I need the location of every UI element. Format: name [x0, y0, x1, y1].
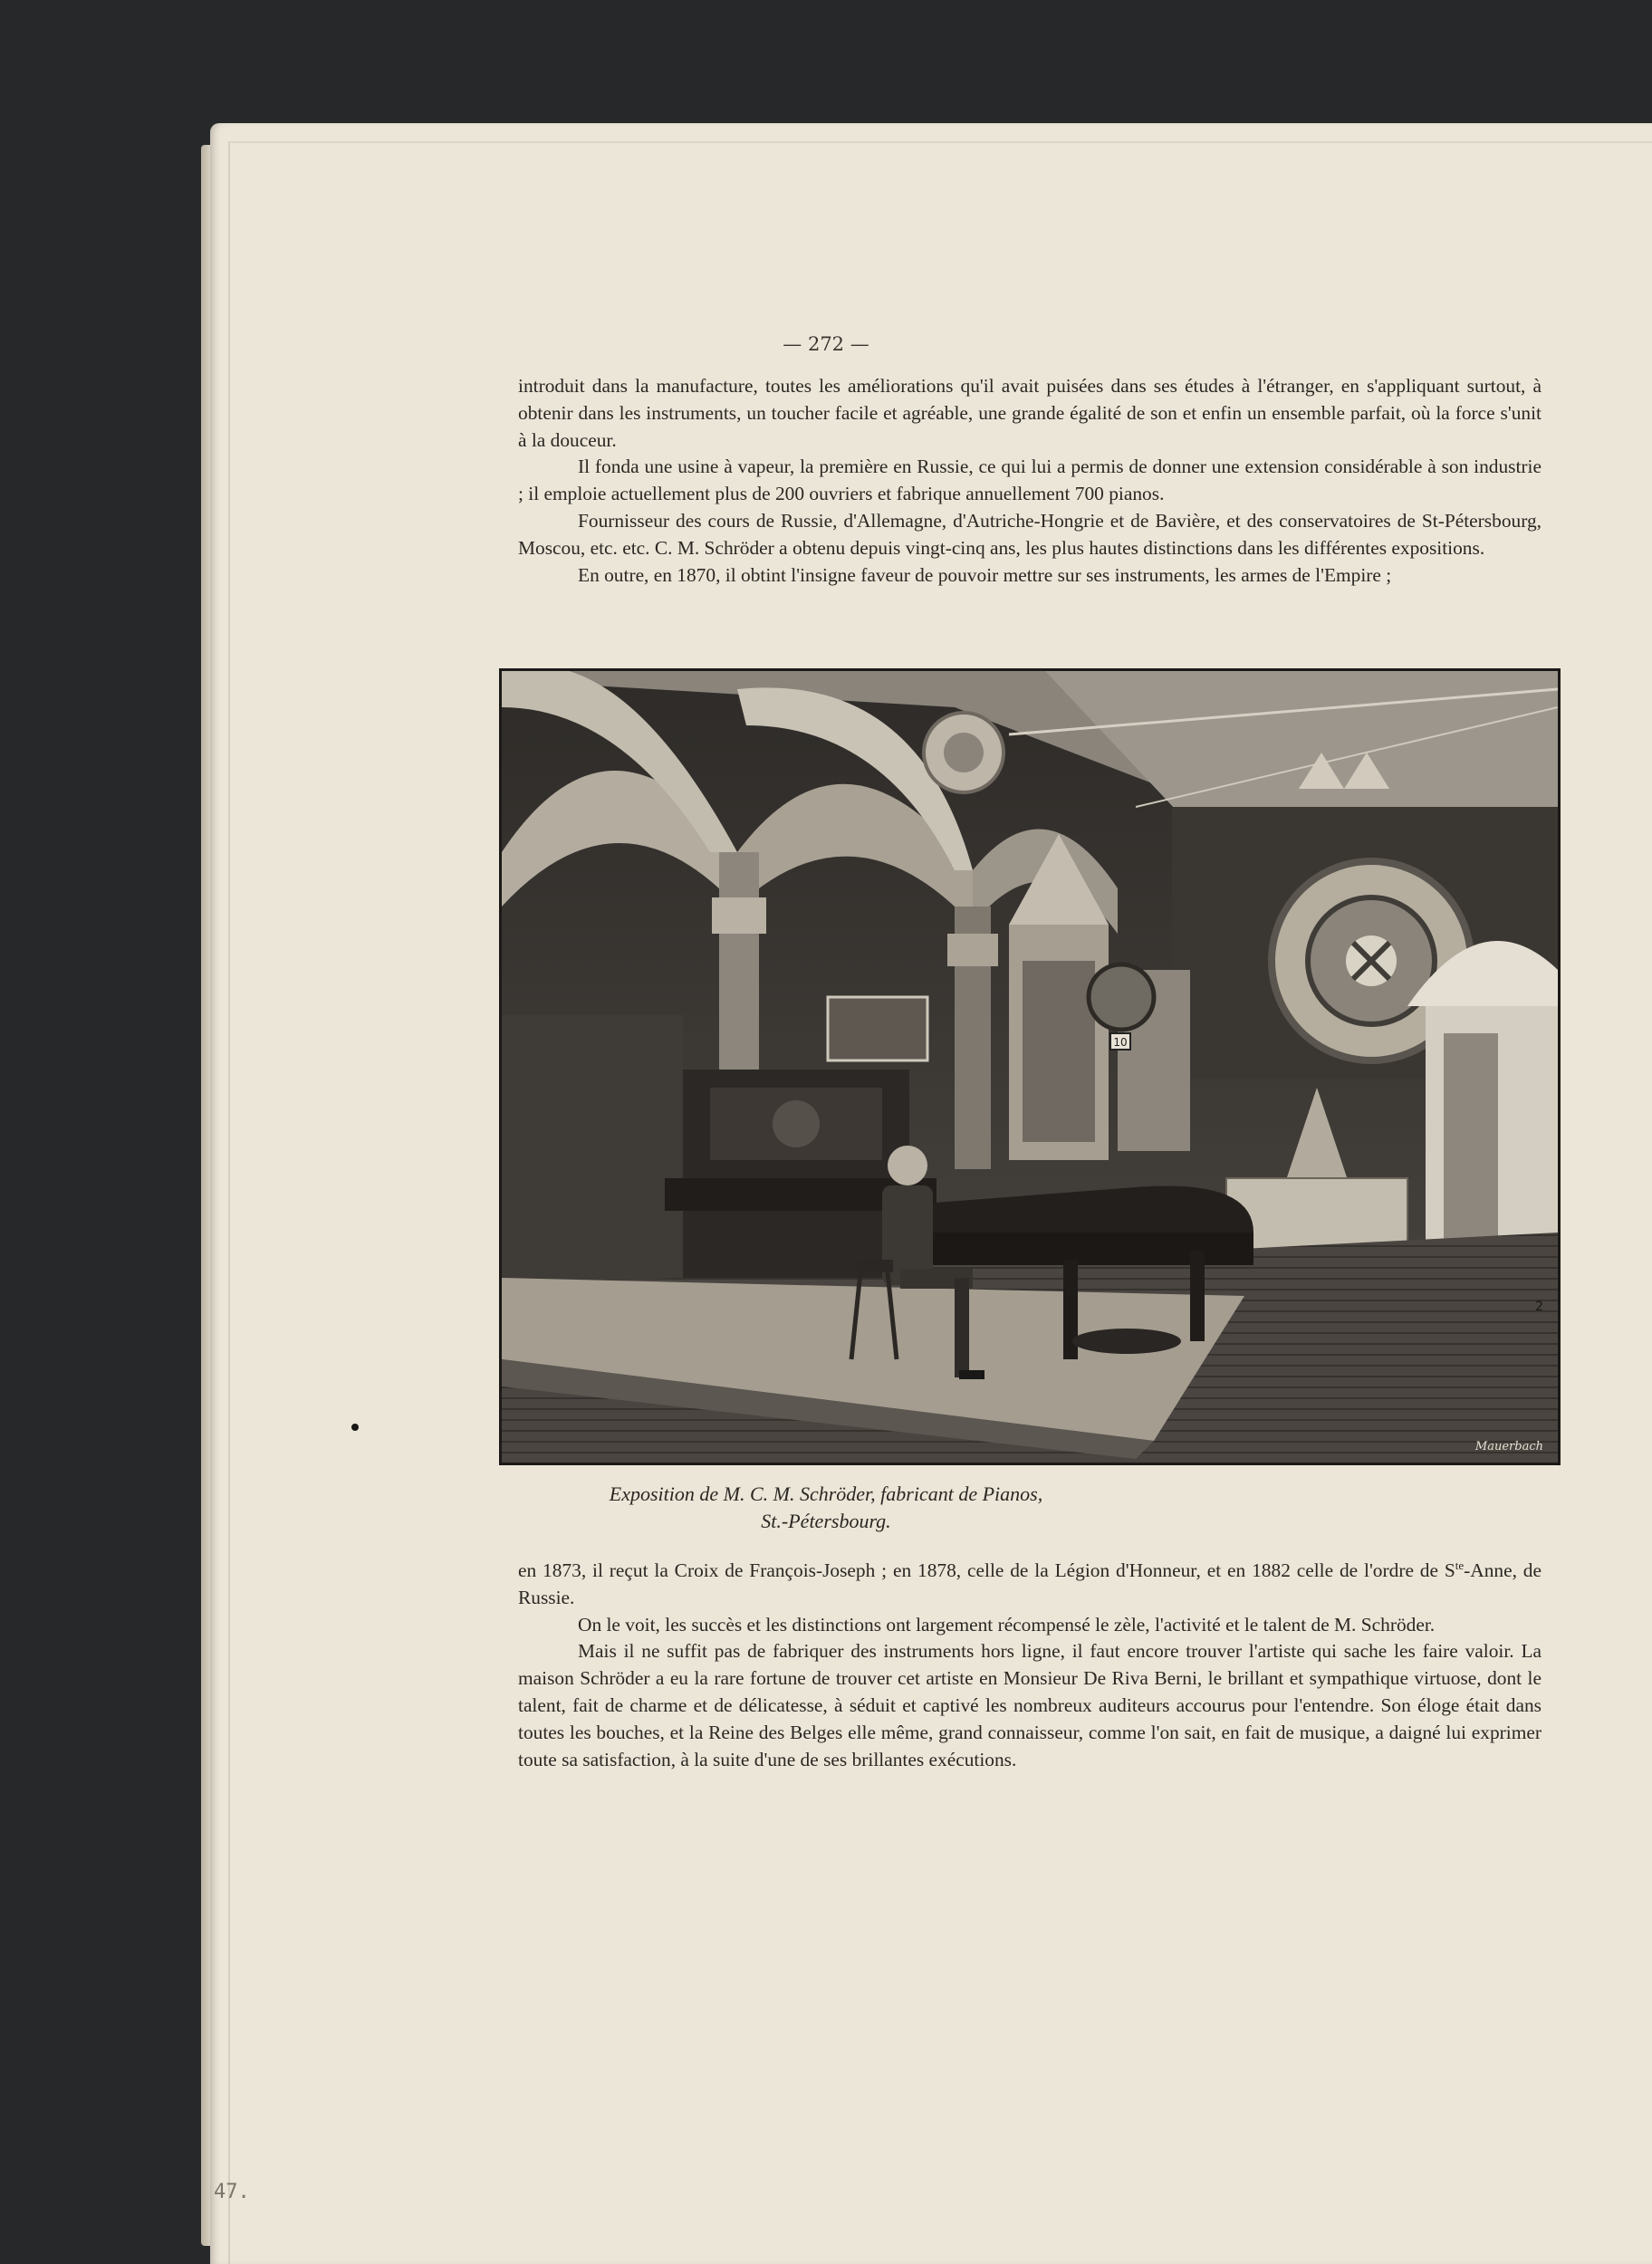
paragraph: En outre, en 1870, il obtint l'insigne faveur de pouvoir mettre sur ses instruments, les armes de l'Empire ;	[578, 563, 1392, 586]
paragraph-part: en 1873, il reçut la Croix de François-Joseph ; en 1878, celle de la Légion d'Honneur, et en 1882 celle de l'ordre de S	[518, 1559, 1455, 1581]
body-text-bottom	[518, 1558, 1542, 1773]
page-number: — 272 —	[783, 333, 869, 355]
photograph-illustration	[502, 671, 1558, 1463]
paragraph	[518, 1558, 1542, 1612]
engraver-signature: Mauerbach	[1474, 1440, 1543, 1453]
exhibition-photograph	[499, 668, 1561, 1465]
caption-line-1: Exposition de M. C. M. Schröder, fabricant de Pianos,	[609, 1482, 1043, 1505]
margin-dot	[351, 1424, 359, 1431]
stand-number-sign: 10	[1113, 1036, 1128, 1049]
plate-corner-number: 2	[1535, 1300, 1543, 1314]
paragraph: On le voit, les succès et les distinctions ont largement récompensé le zèle, l'activité et le talent de M. Schröder.	[578, 1613, 1436, 1636]
caption-line-2: St.-Pétersbourg.	[761, 1510, 891, 1532]
paragraph: introduit dans la manufacture, toutes les améliorations qu'il avait puisées dans ses études à l'étranger, en s'appliquant surtout, à obtenir dans les instruments, un toucher facile et agréable, une grande égalité de son et enfin un ensemble parfait, où la force s'unit à la douceur.	[518, 375, 1542, 451]
plate-caption	[0, 1481, 1652, 1535]
superscript: te	[1455, 1558, 1465, 1572]
paragraph: Mais il ne suffit pas de fabriquer des instruments hors ligne, il faut encore trouver l'artiste qui sache les faire valoir. La maison Schröder a eu la rare fortune de trouver cet artiste en Monsieur De Riva Berni, le brillant et sympathique virtuose, dont le talent, fait de charme et de délicatesse, à séduit et captivé les nombreux auditeurs accourus pour l'entendre. Son éloge était dans toutes les bouches, et la Reine des Belges elle même, grand connaisseur, comme l'on sait, en fait de musique, a daigné lui exprimer toute sa satisfaction, à la suite d'une de ses brillantes exécutions.	[518, 1640, 1542, 1770]
paragraph: Fournisseur des cours de Russie, d'Allemagne, d'Autriche-Hongrie et de Bavière, et des conservatoires de St-Pétersbourg, Moscou, etc. etc. C. M. Schröder a obtenu depuis vingt-cinq ans, les plus hautes distinctions dans les différentes expositions.	[518, 509, 1542, 559]
margin-mark: 47.	[214, 2181, 250, 2203]
paragraph: Il fonda une usine à vapeur, la première en Russie, ce qui lui a permis de donner une extension considérable à son industrie ; il emploie actuellement plus de 200 ouvriers et fabrique annuellement 700 pianos.	[518, 456, 1542, 505]
body-text-top	[518, 373, 1542, 589]
paragraph-part: -Anne, de Russie.	[518, 1559, 1542, 1608]
